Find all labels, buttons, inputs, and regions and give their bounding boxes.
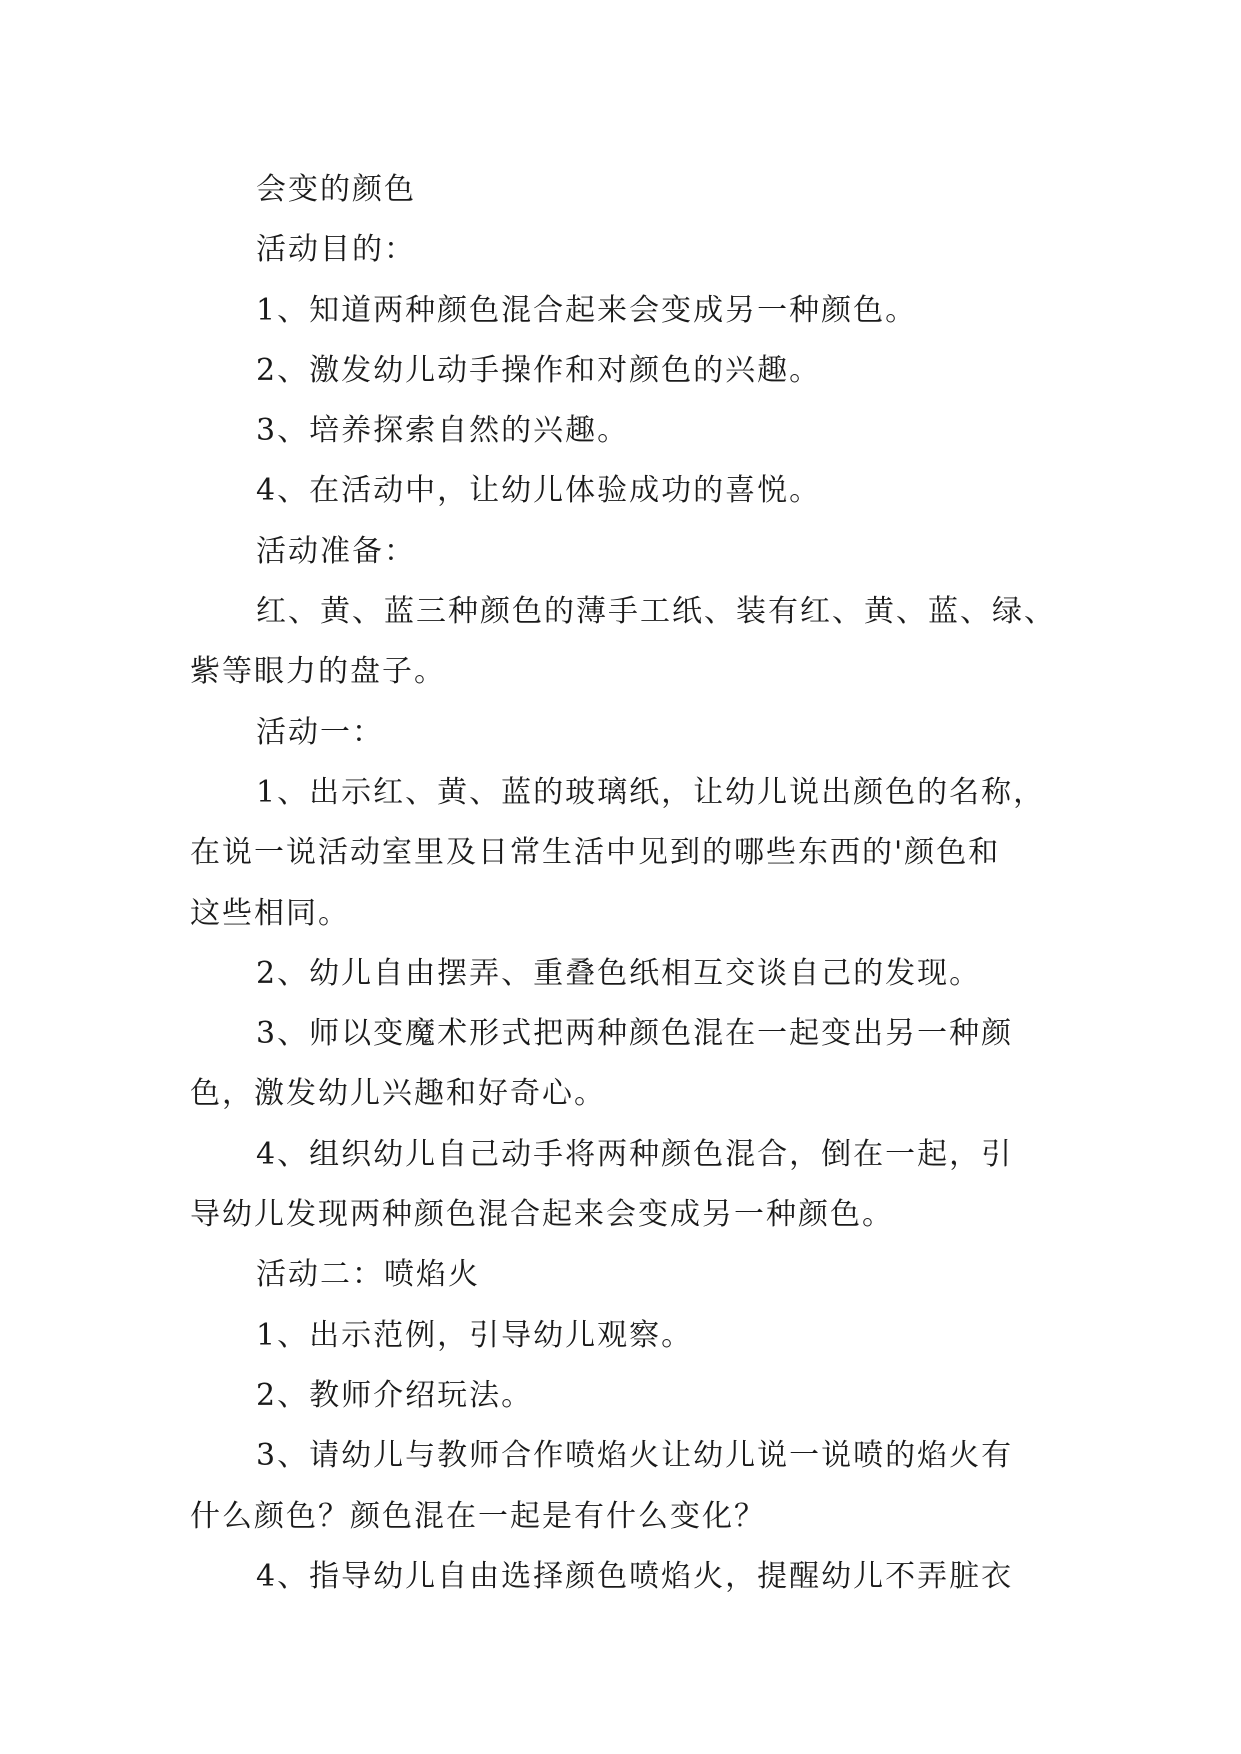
section-heading: 活动一： xyxy=(256,714,384,750)
text-line: 什么颜色？颜色混在一起是有什么变化？ xyxy=(190,1498,766,1534)
text-line: 3、培养探索自然的兴趣。 xyxy=(256,413,630,449)
text-line: 1、出示红、黄、蓝的玻璃纸，让幼儿说出颜色的名称， xyxy=(256,774,1046,810)
document-title: 会变的颜色 xyxy=(256,172,416,207)
text-line: 2、教师介绍玩法。 xyxy=(256,1377,534,1413)
text-line: 4、组织幼儿自己动手将两种颜色混合，倒在一起，引 xyxy=(256,1136,1014,1172)
text-line: 紫等眼力的盘子。 xyxy=(190,654,446,690)
text-line: 3、师以变魔术形式把两种颜色混在一起变出另一种颜 xyxy=(256,1016,1014,1052)
section-heading: 活动准备： xyxy=(256,533,416,569)
text-line: 红、黄、蓝三种颜色的薄手工纸、装有红、黄、蓝、绿、 xyxy=(256,594,1056,630)
text-line: 在说一说活动室里及日常生活中见到的哪些东西的'颜色和 xyxy=(190,835,1001,871)
section-heading: 活动二：喷焰火 xyxy=(256,1257,480,1293)
document-body xyxy=(190,160,1056,1607)
text-line: 1、出示范例，引导幼儿观察。 xyxy=(256,1317,694,1353)
text-line: 4、指导幼儿自由选择颜色喷焰火，提醒幼儿不弄脏衣 xyxy=(256,1558,1014,1594)
text-line: 2、激发幼儿动手操作和对颜色的兴趣。 xyxy=(256,352,822,388)
text-line: 2、幼儿自由摆弄、重叠色纸相互交谈自己的发现。 xyxy=(256,955,982,991)
text-line: 这些相同。 xyxy=(190,895,350,931)
text-line: 色，激发幼儿兴趣和好奇心。 xyxy=(190,1076,606,1112)
text-line: 3、请幼儿与教师合作喷焰火让幼儿说一说喷的焰火有 xyxy=(256,1438,1014,1474)
text-line: 导幼儿发现两种颜色混合起来会变成另一种颜色。 xyxy=(190,1197,894,1233)
section-heading: 活动目的： xyxy=(256,232,416,268)
text-line: 1、知道两种颜色混合起来会变成另一种颜色。 xyxy=(256,292,918,328)
text-line: 4、在活动中，让幼儿体验成功的喜悦。 xyxy=(256,473,822,509)
